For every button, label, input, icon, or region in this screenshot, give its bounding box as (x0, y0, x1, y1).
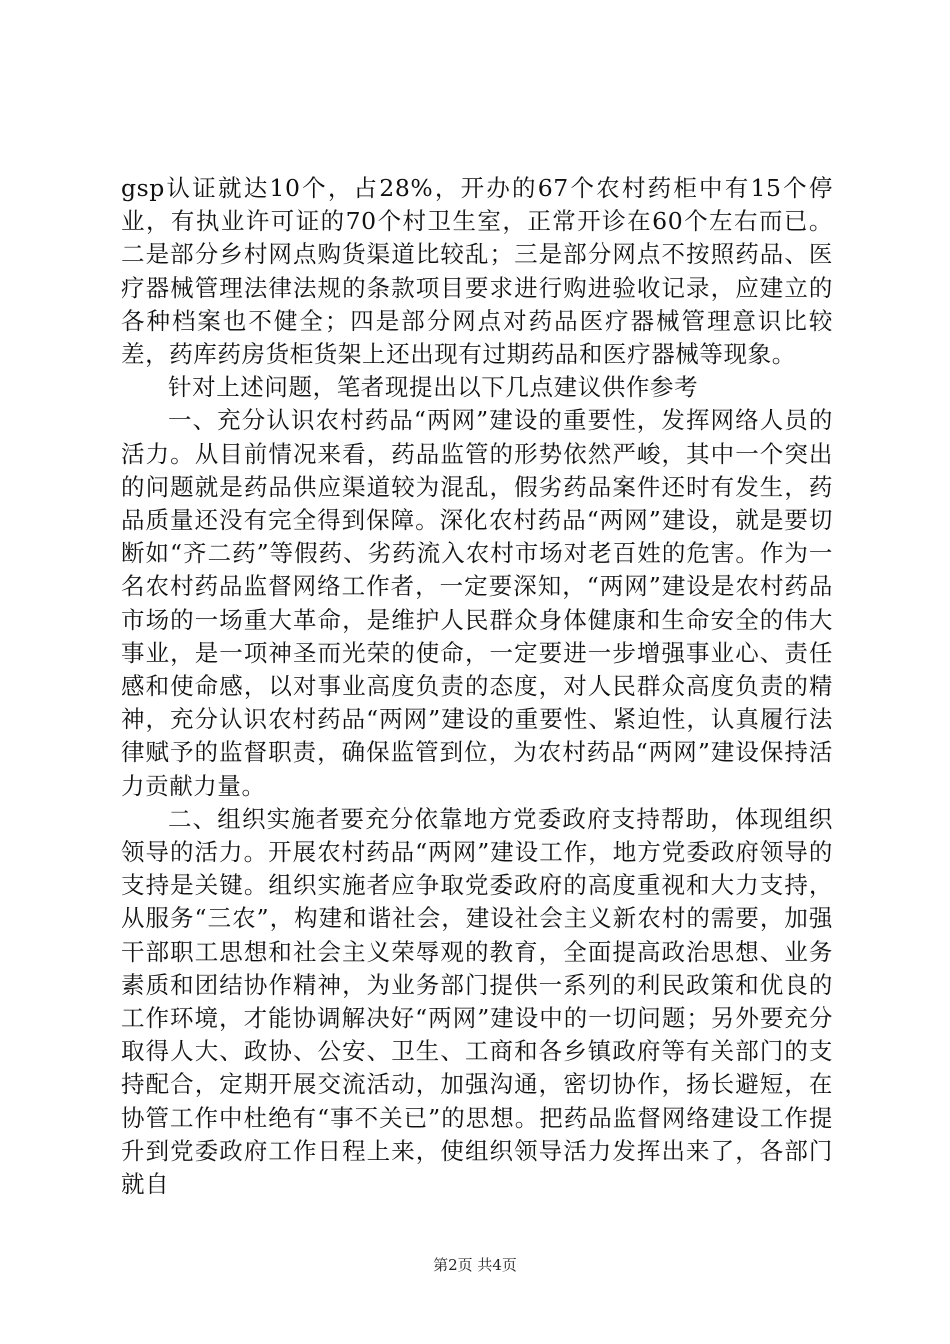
paragraph-3: 一、充分认识农村药品“两网”建设的重要性，发挥网络人员的活力。从目前情况来看，药品监管的形势依然严峻，其中一个突出的问题就是药品供应渠道较为混乱，假劣药品案件还时有发生，药品质量还没有完全得到保障。深化农村药品“两网”建设，就是要切断如“齐二药”等假药、劣药流入农村市场对老百姓的危害。作为一名农村药品监督网络工作者，一定要深知，“两网”建设是农村药品市场的一场重大革命，是维护人民群众身体健康和生命安全的伟大事业，是一项神圣而光荣的使命，一定要进一步增强事业心、责任感和使命感，以对事业高度负责的态度，对人民群众高度负责的精神，充分认识农村药品“两网”建设的重要性、紧迫性，认真履行法律赋予的监督职责，确保监管到位，为农村药品“两网”建设保持活力贡献力量。 (121, 406, 833, 800)
document-body (121, 172, 833, 1201)
page-number-label: 第2页 共4页 (433, 1256, 517, 1274)
paragraph-4: 二、组织实施者要充分依靠地方党委政府支持帮助，体现组织领导的活力。开展农村药品“两网”建设工作，地方党委政府领导的支持是关键。组织实施者应争取党委政府的高度重视和大力支持，从服务“三农”，构建和谐社会，建设社会主义新农村的需要，加强干部职工思想和社会主义荣辱观的教育，全面提高政治思想、业务素质和团结协作精神，为业务部门提供一系列的利民政策和优良的工作环境，才能协调解决好“两网”建设中的一切问题；另外要充分取得人大、政协、公安、卫生、工商和各乡镇政府等有关部门的支持配合，定期开展交流活动，加强沟通，密切协作，扬长避短，在协管工作中杜绝有“事不关已”的思想。把药品监督网络建设工作提升到党委政府工作日程上来，使组织领导活力发挥出来了，各部门就自 (121, 804, 833, 1199)
paragraph-1: gsp认证就达10个，占28%，开办的67个农村药柜中有15个停业，有执业许可证的70个村卫生室，正常开诊在60个左右而已。二是部分乡村网点购货渠道比较乱；三是部分网点不按照药品、医疗器械管理法律法规的条款项目要求进行购进验收记录，应建立的各种档案也不健全；四是部分网点对药品医疗器械管理意识比较差，药库药房货柜货架上还出现有过期药品和医疗器械等现象。 (121, 174, 833, 369)
page-footer (0, 1254, 950, 1275)
paragraph-2: 针对上述问题，笔者现提出以下几点建议供作参考 (168, 373, 699, 402)
